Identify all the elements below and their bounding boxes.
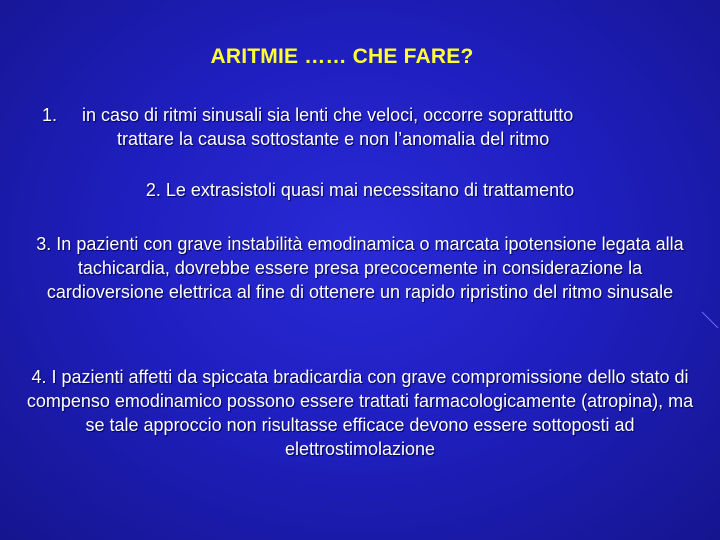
list-item-1	[42, 103, 682, 151]
decorative-line	[700, 310, 720, 330]
list-item-2: 2. Le extrasistoli quasi mai necessitano di trattamento	[145, 180, 575, 200]
list-item-4: 4. I pazienti affetti da spiccata bradicardia con grave compromissione dello stato di compenso emodinamico possono essere trattati farmacologicamente (atropina), ma se tale approccio non risultasse efficace devono essere sottoposti ad elettrostimolazione	[26, 367, 694, 459]
list-item-3: 3. In pazienti con grave instabilità emodinamica o marcata ipotensione legata alla tachicardia, dovrebbe essere presa precocemente in considerazione la cardioversione elettrica al fine di ottenere un rapido ripristino del ritmo sinusale	[36, 234, 684, 302]
slide-title: ARITMIE …… CHE FARE?	[210, 45, 474, 68]
list-item-1-text-line1: in caso di ritmi sinusali sia lenti che veloci, occorre soprattutto	[82, 105, 574, 125]
list-item-1-text-line2: trattare la causa sottostante e non l’anomalia del ritmo	[117, 129, 550, 149]
list-item-1-number: 1.	[42, 105, 58, 125]
